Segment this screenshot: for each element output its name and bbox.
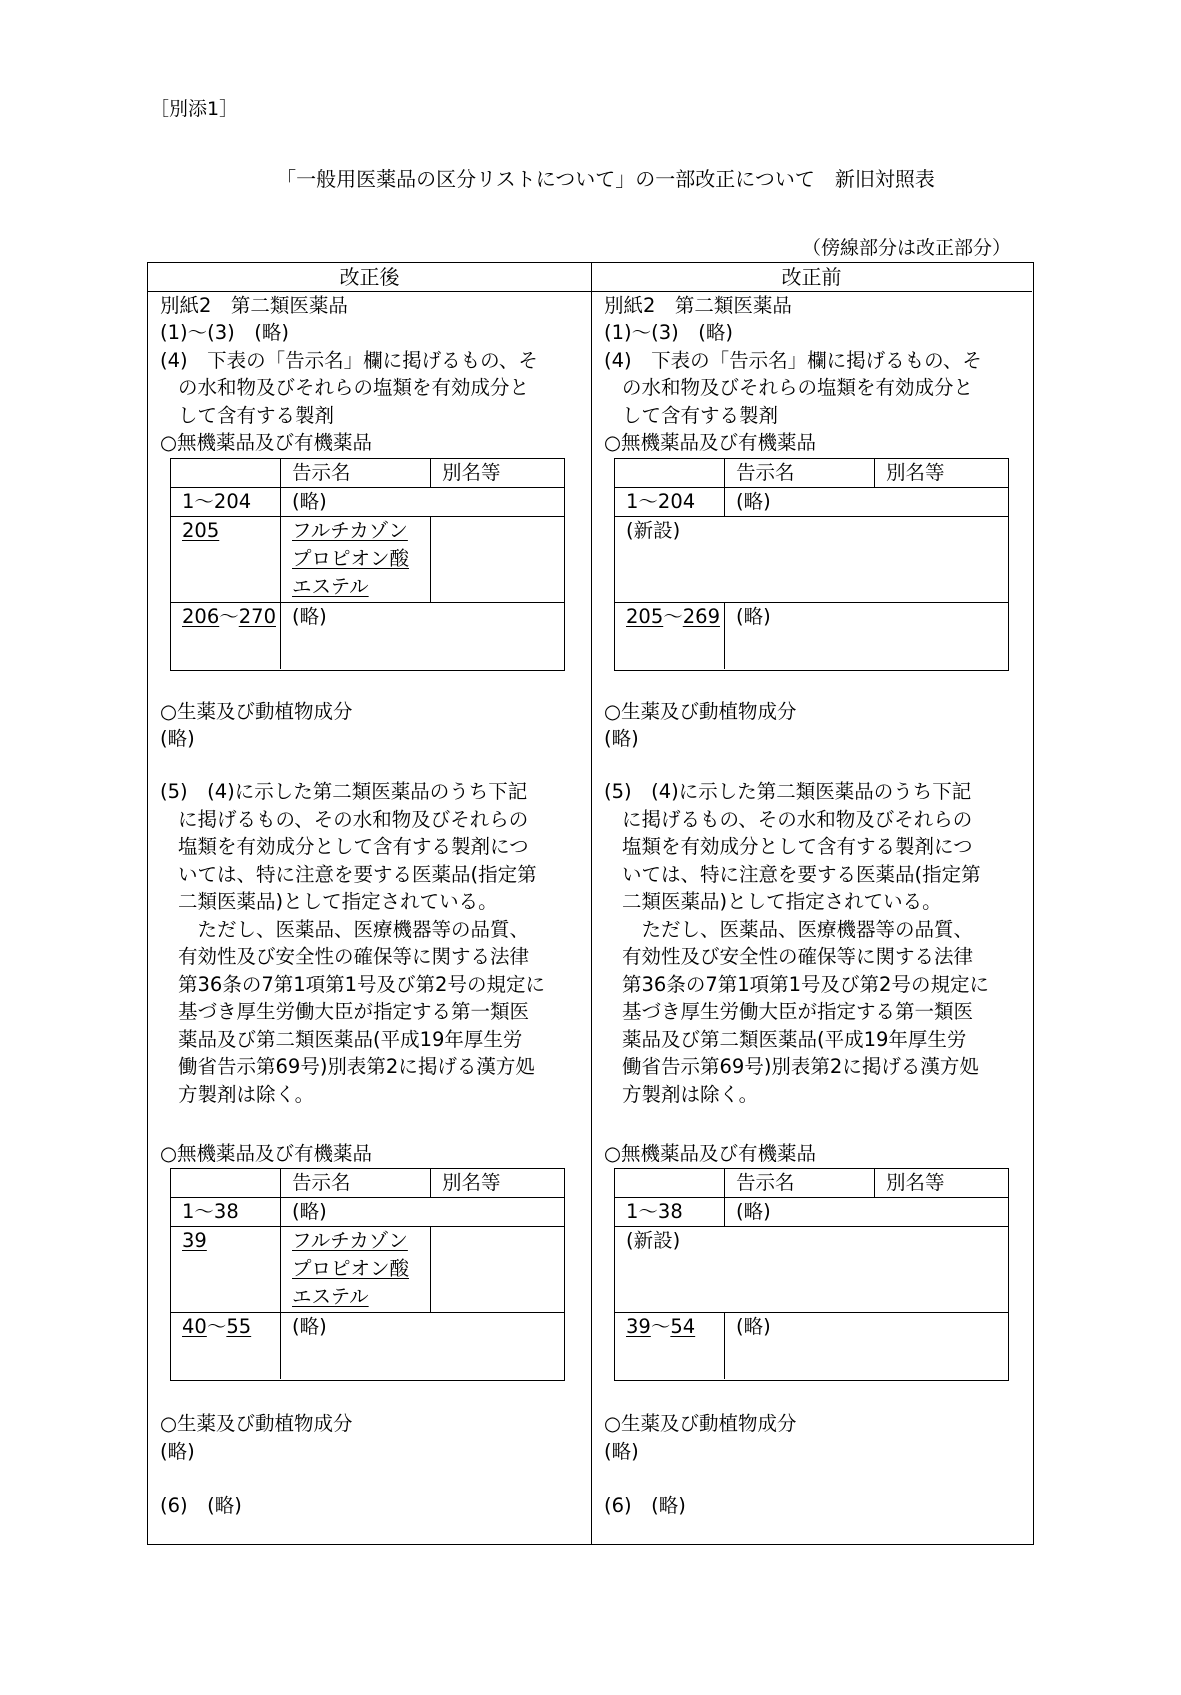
crude-heading: ○生薬及び動植物成分: [604, 700, 797, 723]
drug-name-line: フルチカゾン: [292, 1229, 408, 1252]
col-alias-header: 別名等: [442, 1171, 501, 1194]
header-new: 改正後: [148, 263, 591, 292]
row-number: 1～204: [171, 488, 281, 516]
item-4-line: して含有する製剤: [178, 404, 335, 427]
col-alias-header: 別名等: [886, 461, 945, 484]
crude-heading: ○生薬及び動植物成分: [160, 1412, 353, 1435]
column-new: [160, 292, 590, 1542]
row-value: (略): [736, 1315, 771, 1338]
item-5-line: 第36条の7第1項第1号及び第2号の規定に: [622, 973, 989, 996]
col-name-header: 告示名: [725, 1169, 875, 1197]
crude-heading: ○生薬及び動植物成分: [160, 700, 353, 723]
inorganic-heading: ○無機薬品及び有機薬品: [160, 431, 373, 454]
item-5-line: ただし、医薬品、医療機器等の品質、: [178, 918, 530, 941]
drug-name-line: プロピオン酸: [292, 1257, 410, 1280]
item-4-line: の水和物及びそれらの塩類を有効成分と: [178, 376, 530, 399]
item-4-line: して含有する製剤: [622, 404, 779, 427]
item-5-line: 方製剤は除く。: [178, 1083, 315, 1106]
attachment-label: ［別添1］: [150, 98, 239, 120]
item-5-line: 二類医薬品)として指定されている。: [178, 890, 498, 913]
col-name-header: 告示名: [725, 459, 875, 487]
column-divider: [591, 263, 592, 1544]
drug-name-line: プロピオン酸: [292, 547, 410, 570]
row-number: 206～270: [171, 603, 281, 669]
item-5-line: 第36条の7第1項第1号及び第2号の規定に: [178, 973, 545, 996]
table-header-row: [615, 459, 1008, 488]
omitted-text: (略): [160, 1440, 195, 1463]
row-value: (略): [736, 605, 771, 628]
item-5-line: 二類医薬品)として指定されている。: [622, 890, 942, 913]
row-number: 1～38: [615, 1198, 725, 1226]
row-value: (略): [292, 605, 327, 628]
row-number: 205～269: [615, 603, 725, 669]
item-6: (6) (略): [604, 1494, 686, 1517]
old-table-2: [614, 1168, 1009, 1381]
item-5-line: (5) (4)に示した第二類医薬品のうち下記: [160, 780, 528, 803]
item-5-line: いては、特に注意を要する医薬品(指定第: [622, 863, 981, 886]
item-5-line: 基づき厚生労働大臣が指定する第一類医: [622, 1000, 974, 1023]
table-row: [171, 1227, 564, 1313]
item-1-3: (1)～(3) (略): [604, 321, 733, 344]
row-value: (略): [736, 490, 771, 513]
table-row: [171, 1198, 564, 1227]
item-5-line: 薬品及び第二類医薬品(平成19年厚生労: [622, 1028, 967, 1051]
omitted-text: (略): [604, 1440, 639, 1463]
item-5-line: 薬品及び第二類医薬品(平成19年厚生労: [178, 1028, 523, 1051]
table-row: [615, 1227, 1008, 1313]
row-value: (略): [292, 490, 327, 513]
document-title: 「一般用医薬品の区分リストについて」の一部改正について 新旧対照表: [276, 167, 935, 191]
section-title: 別紙2 第二類医薬品: [604, 294, 792, 317]
item-4-line: の水和物及びそれらの塩類を有効成分と: [622, 376, 974, 399]
item-5-line: 有効性及び安全性の確保等に関する法律: [622, 945, 974, 968]
row-value: (略): [292, 1200, 327, 1223]
drug-name-line: フルチカゾン: [292, 519, 408, 542]
item-5-line: 方製剤は除く。: [622, 1083, 759, 1106]
table-header-row: [171, 1169, 564, 1198]
inorganic-heading: ○無機薬品及び有機薬品: [604, 431, 817, 454]
col-name-header: 告示名: [281, 459, 431, 487]
item-6: (6) (略): [160, 1494, 242, 1517]
table-row: [171, 1313, 564, 1379]
row-number: 40～55: [171, 1313, 281, 1379]
table-row: [171, 488, 564, 517]
comparison-table: [147, 262, 1034, 1545]
table-row: [615, 1198, 1008, 1227]
row-number: 205: [182, 519, 220, 542]
inorganic-heading: ○無機薬品及び有機薬品: [604, 1142, 817, 1165]
drug-name-line: エステル: [292, 1285, 369, 1308]
item-5-line: に掲げるもの、その水和物及びそれらの: [622, 808, 973, 831]
new-entry-note: (新設): [626, 1229, 681, 1252]
item-5-line: ただし、医薬品、医療機器等の品質、: [622, 918, 974, 941]
row-number: 1～204: [615, 488, 725, 516]
item-5-line: (5) (4)に示した第二類医薬品のうち下記: [604, 780, 972, 803]
item-5-line: 塩類を有効成分として含有する製剤につ: [178, 835, 529, 858]
item-5-line: に掲げるもの、その水和物及びそれらの: [178, 808, 529, 831]
item-5-line: 働省告示第69号)別表第2に掲げる漢方処: [178, 1055, 535, 1078]
crude-heading: ○生薬及び動植物成分: [604, 1412, 797, 1435]
header-old: 改正前: [591, 263, 1032, 292]
item-1-3: (1)～(3) (略): [160, 321, 289, 344]
table-row: [615, 488, 1008, 517]
row-value: (略): [736, 1200, 771, 1223]
row-number: 39～54: [615, 1313, 725, 1379]
table-row: [171, 517, 564, 603]
item-5-line: 有効性及び安全性の確保等に関する法律: [178, 945, 530, 968]
new-entry-note: (新設): [626, 519, 681, 542]
row-number: 39: [182, 1229, 207, 1252]
row-number: 1～38: [171, 1198, 281, 1226]
inorganic-heading: ○無機薬品及び有機薬品: [160, 1142, 373, 1165]
underline-note: （傍線部分は改正部分）: [801, 237, 1011, 259]
item-5-line: 基づき厚生労働大臣が指定する第一類医: [178, 1000, 530, 1023]
item-5-line: いては、特に注意を要する医薬品(指定第: [178, 863, 537, 886]
section-title: 別紙2 第二類医薬品: [160, 294, 348, 317]
omitted-text: (略): [604, 727, 639, 750]
omitted-text: (略): [160, 727, 195, 750]
item-4-line: (4) 下表の「告示名」欄に掲げるもの、そ: [604, 349, 982, 372]
table-row: [615, 603, 1008, 669]
drug-name-line: エステル: [292, 575, 369, 598]
row-value: (略): [292, 1315, 327, 1338]
item-5-line: 塩類を有効成分として含有する製剤につ: [622, 835, 973, 858]
old-table-1: [614, 458, 1009, 671]
item-5-line: 働省告示第69号)別表第2に掲げる漢方処: [622, 1055, 979, 1078]
new-table-1: [170, 458, 565, 671]
table-row: [171, 603, 564, 669]
table-header-row: [171, 459, 564, 488]
col-alias-header: 別名等: [886, 1171, 945, 1194]
col-name-header: 告示名: [281, 1169, 431, 1197]
table-row: [615, 1313, 1008, 1379]
table-row: [615, 517, 1008, 603]
col-alias-header: 別名等: [442, 461, 501, 484]
item-4-line: (4) 下表の「告示名」欄に掲げるもの、そ: [160, 349, 538, 372]
new-table-2: [170, 1168, 565, 1381]
table-header-row: [615, 1169, 1008, 1198]
column-old: [604, 292, 1034, 1542]
